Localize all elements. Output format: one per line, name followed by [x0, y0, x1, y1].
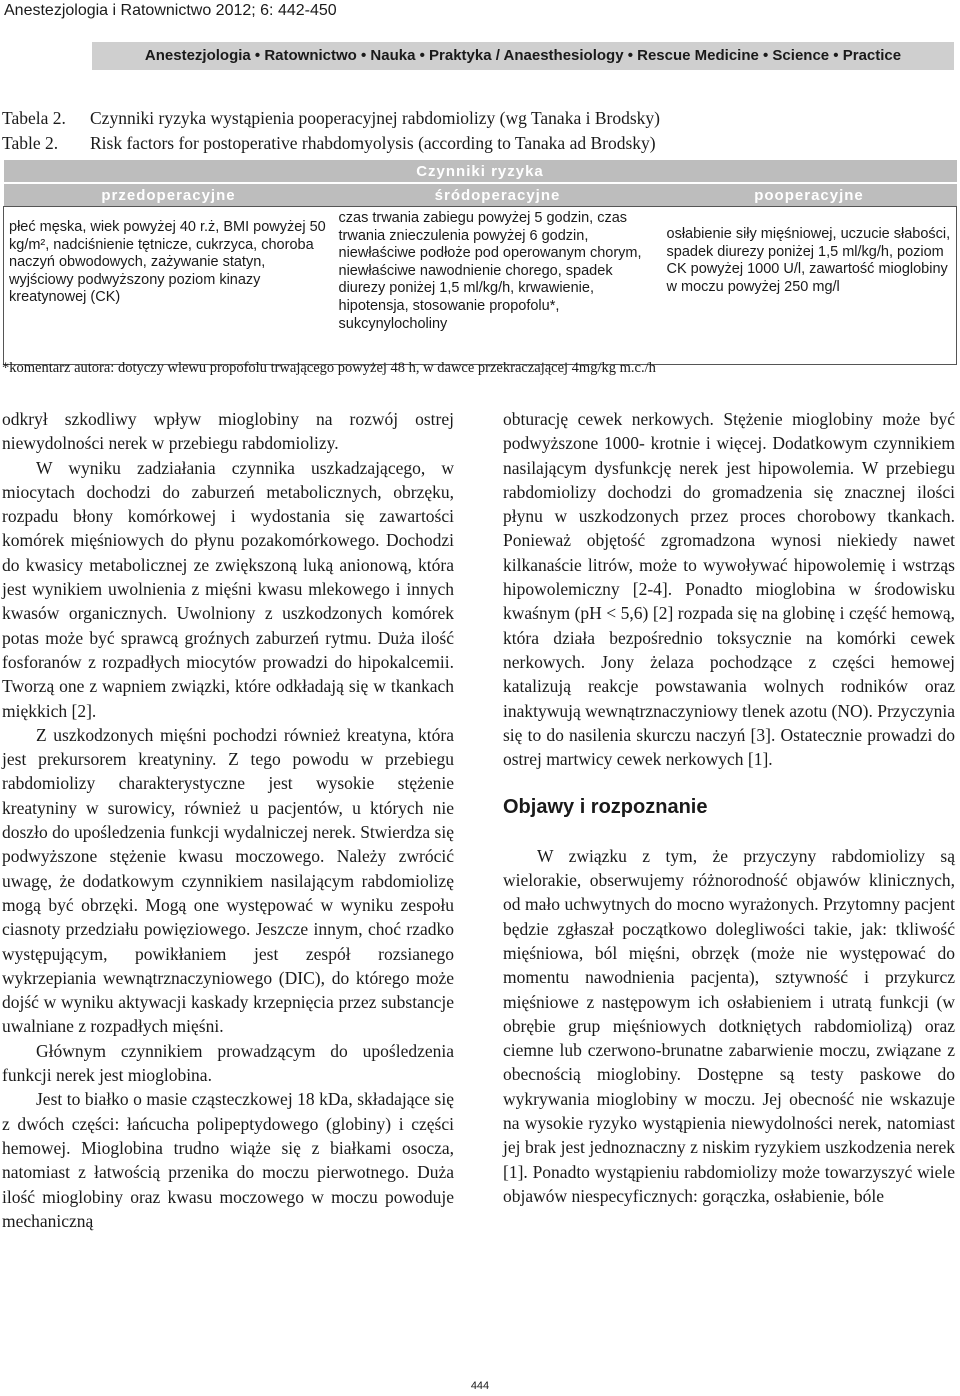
paragraph: W związku z tym, że przyczyny rabdomiolizy są wielorakie, obserwujemy różnorodność objawów klinicznych, od mało uchwytnych do mocno wyrażonych. Przytomny pacjent będzie zgłaszał początkowo dolegliwości takie, jak: tkliwość mięśniowa, ból mięśni, obrzęk (może nie występować do momentu nawodnienia pacjenta), sztywność i przykurcz mięśniowe z następowym ich osłabieniem i utratą funkcji (w obrębie grup mięśniowych dotkniętych rabdomiolizą) oraz ciemne lub czerwono-brunatne zabarwienie moczu, związane z obecnością mioglobiny. Dostępne są testy paskowe do wykrywania mioglobiny w moczu. Jej obecność nie wskazuje na wysokie ryzyko wystąpienia niewydolności nerek, natomiast jej brak jest jednoznaczny z niskim ryzykiem uszkodzenia nerek [1]. Ponadto wystąpieniu rabdomiolizy może towarzyszyć wiele objawów niespecyficznych: gorączka, osłabienie, bóle [503, 845, 955, 1206]
table-caption-text: Risk factors for postoperative rhabdomyolysis (according to Tanaka ad Brodsky) [90, 133, 656, 153]
risk-factors-table [3, 160, 957, 365]
table-cell: czas trwania zabiegu powyżej 5 godzin, czas trwania znieczulenia powyżej 6 godzin, niewłaściwe podłoże pod operowanym chorym, niewłaściwe nawodnienie chorego, spadek diurezy poniżej 1,5 ml/kg/h, krwawienie, hipotensja, stosowanie propofolu*, sukcynylocholiny [334, 207, 662, 365]
table-caption-text: Czynniki ryzyka wystąpienia pooperacyjnej rabdomiolizy (wg Tanaka i Brodsky) [90, 108, 660, 128]
left-column [2, 407, 454, 1233]
table-caption-pl [2, 108, 660, 129]
table-col-header: pooperacyjne [662, 183, 957, 207]
table-caption-label: Tabela 2. [2, 108, 66, 128]
table-footnote: *komentarz autora: dotyczy wlewu propofolu trwającego powyżej 48 h, w dawce przekraczającej 4mg/kg m.c./h [2, 360, 656, 376]
table-caption-en [2, 133, 656, 154]
paragraph: Głównym czynnikiem prowadzącym do upośledzenia funkcji nerek jest mioglobina. [2, 1040, 454, 1086]
paragraph: Z uszkodzonych mięśni pochodzi również kreatyna, która jest prekursorem kreatyniny. Z tego powodu w przebiegu rabdomiolizy charakterystyczne jest wysokie stężenie kreatyniny w surowicy, również u pacjentów, u których nie doszło do upośledzenia funkcji wydalniczej nerek. Stwierdza się podwyższone stężenie kwasu moczowego. Należy zwrócić uwagę, że dodatkowym czynnikiem nasilającym rabdomiolizę mogą być obrzęki. Mogą one występować w wyniku zespołu ciasnoty przedziału powięziowego. Jeszcze innym, choć rzadko występującym, powikłaniem jest zespół rozsianego wykrzepiania wewnątrznaczyniowego (DIC), do którego może dojść w wyniku aktywacji kaskady krzepnięcia przez substancje uwalniane z rozpadłych mięśni. [2, 724, 454, 1037]
journal-band: Anestezjologia • Ratownictwo • Nauka • Praktyka / Anaesthesiology • Rescue Medicine • Science • Practice [92, 42, 954, 70]
table-caption-label: Table 2. [2, 133, 59, 153]
table-col-header: przedoperacyjne [4, 183, 334, 207]
paragraph: odkrył szkodliwy wpływ mioglobiny na rozwój ostrej niewydolności nerek w przebiegu rabdomiolizy. [2, 409, 454, 454]
running-head: Anestezjologia i Ratownictwo 2012; 6: 442-450 [4, 2, 337, 19]
right-column [503, 407, 955, 1208]
paragraph: Jest to białko o masie cząsteczkowej 18 kDa, składające się z dwóch części: łańcucha polipeptydowego (globiny) i części hemowej. Mioglobina trudno wiąże się z białkami osocza, natomiast z łatwością przenika do moczu pierwotnego. Duża ilość mioglobiny oraz kwasu moczowego w moczu powoduje mechaniczną [2, 1089, 454, 1231]
paragraph: W wyniku zadziałania czynnika uszkadzającego, w miocytach dochodzi do zaburzeń metabolicznych, obrzęku, rozpadu błony komórkowej i wydostania się zawartości komórek mięśniowych do płynu pozakomórkowego. Dochodzi do kwasicy metabolicznej ze zwiększoną luką anionową, która jest wynikiem uwolnienia z mięśni kwasu mlekowego i innych kwasów organicznych. Uwolniony z uszkodzonych komórek potas może być sprawcą groźnych zaburzeń rytmu. Duża ilość fosforanów z rozpadłych miocytów prowadzi do hipokalcemii. Tworzą one z wapniem związki, które odkładają się w tkankach miękkich [2]. [2, 457, 454, 721]
page-number: 444 [470, 1380, 490, 1392]
paragraph: obturację cewek nerkowych. Stężenie mioglobiny może być podwyższone 1000- krotnie i więcej. Dodatkowym czynnikiem nasilającym dysfunkcję nerek jest hipowolemia. W przebiegu rabdomiolizy dochodzi do gromadzenia się znacznej ilości płynu w uszkodzonych przez proces chorobowy tkankach. Ponieważ objętość zgromadzona wynosi niekiedy nawet kilkanaście litrów, może to wywoływać hipowolemię i wstrząs hipowolemiczny [2-4]. Ponadto mioglobina w środowisku kwaśnym (pH < 5,6) [2] rozpada się na globinę i część hemową, która działa bezpośrednio toksycznie na komórki cewek nerkowych. Jony żelaza pochodzące z części hemowej katalizują reakcje powstawania wolnych rodników oraz inaktywują wewnątrznaczyniowy tlenek azotu (NO). Przyczynia się to do nasilenia skurczu naczyń [3]. Ostatecznie prowadzi do ostrej martwicy cewek nerkowych [1]. [503, 409, 955, 770]
table-col-header: śródoperacyjne [334, 183, 662, 207]
table-cell: osłabienie siły mięśniowej, uczucie słabości, spadek diurezy poniżej 1,5 ml/kg/h, poziom CK powyżej 1000 U/l, zawartość mioglobiny w moczu powyżej 250 mg/l [662, 207, 957, 365]
section-heading: Objawy i rozpoznanie [503, 796, 708, 819]
table-group-header: Czynniki ryzyka [4, 160, 957, 183]
table-cell: płeć męska, wiek powyżej 40 r.ż, BMI powyżej 50 kg/m², nadciśnienie tętnicze, cukrzyca, choroba naczyń obwodowych, zażywanie statyn, wyjściowy podwyższony poziom kinazy kreatynowej (CK) [4, 207, 334, 365]
